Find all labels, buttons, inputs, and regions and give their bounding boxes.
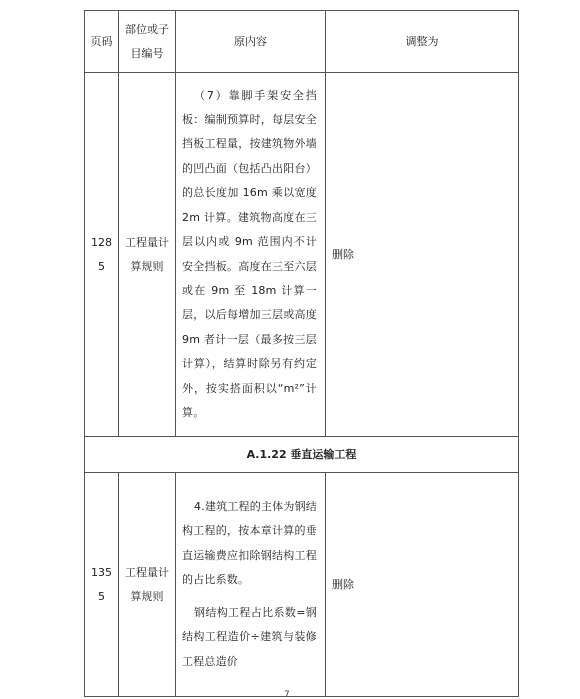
row-page-line1: 128 xyxy=(91,235,112,249)
row-original-paragraph-1: 4.建筑工程的主体为钢结构工程的，按本章计算的垂直运输费应扣除钢结构工程的占比系数。 xyxy=(182,500,317,587)
header-part-line2: 目编号 xyxy=(130,46,164,60)
row-original-paragraph-2: 钢结构工程占比系数=钢结构工程造价÷建筑与装修工程总造价 xyxy=(182,605,317,668)
page-number: 7 xyxy=(284,690,290,699)
table-row xyxy=(85,473,519,697)
row-part-line2: 算规则 xyxy=(130,589,164,603)
row-original-cell xyxy=(176,473,326,697)
header-part-line1: 部位或子 xyxy=(125,22,169,36)
header-page: 页码 xyxy=(85,11,119,73)
header-adjusted: 调整为 xyxy=(326,11,519,73)
row-page-cell xyxy=(85,73,119,437)
row-original-cell xyxy=(176,73,326,437)
row-page-line2: 5 xyxy=(98,259,105,273)
row-part-line1: 工程量计 xyxy=(125,235,169,249)
section-title: A.1.22 垂直运输工程 xyxy=(85,437,519,473)
header-part xyxy=(119,11,176,73)
adjustment-table xyxy=(84,10,519,697)
row-adjusted-cell: 删除 xyxy=(326,73,519,437)
row-original-text: （7）靠脚手架安全挡板：编制预算时，每层安全挡板工程量，按建筑物外墙的凹凸面（包括凸出阳台）的总长度加 16m 乘以宽度 2m 计算。建筑物高度在三层以内或 9m 范围内不计安全挡板。高度在三至六层或在 9m 至 18m 计算一层，以后每增加三层或高度 9m 者计一层（最多按三层计算），结算时除另有约定外，按实搭面积以“m²”计算。 xyxy=(182,88,317,419)
header-original: 原内容 xyxy=(176,11,326,73)
row-part-cell xyxy=(119,473,176,697)
table-row xyxy=(85,73,519,437)
row-part-line1: 工程量计 xyxy=(125,565,169,579)
row-part-line2: 算规则 xyxy=(130,259,164,273)
row-page-cell xyxy=(85,473,119,697)
row-adjusted-cell: 删除 xyxy=(326,473,519,697)
section-row xyxy=(85,437,519,473)
row-page-line2: 5 xyxy=(98,589,105,603)
table-header-row xyxy=(85,11,519,73)
row-part-cell xyxy=(119,73,176,437)
row-page-line1: 135 xyxy=(91,565,112,579)
